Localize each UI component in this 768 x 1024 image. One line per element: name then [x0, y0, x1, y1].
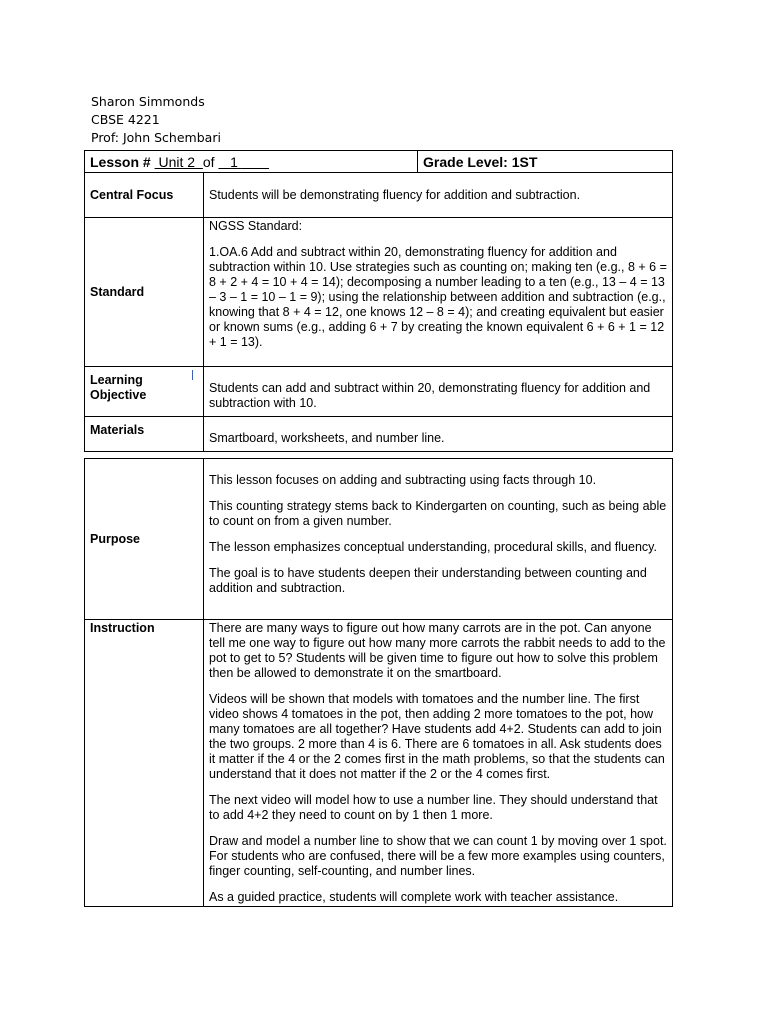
lesson-count-field [218, 154, 241, 170]
standard-heading: NGSS Standard: [209, 219, 303, 233]
document-header [91, 93, 221, 147]
lesson-plan-table-1 [84, 150, 673, 452]
lesson-header-row [85, 151, 673, 173]
lesson-plan-table-2 [84, 458, 673, 907]
purpose-paragraph: The goal is to have students deepen their understanding between counting and addition and subtraction. [209, 566, 647, 595]
instruction-paragraph: As a guided practice, students will complete work with teacher assistance. [209, 890, 619, 904]
standard-text: 1.OA.6 Add and subtract within 20, demonstrating fluency for addition and subtraction within 10. Use strategies such as counting on; making ten (e.g., 8 + 6 = 8 + 2 + 4 = 10 + 4 = 14); decomposing a number leading to a ten (e.g., 13 – 4 = 13 – 3 – 1 = 10 – 1 = 9); using the relationship between addition and subtraction (e.g., knowing that 8 + 4 = 12, one knows 12 – 8 = 4); and creating equivalent but easier or known sums (e.g., adding 6 + 7 by creating the known equivalent 6 + 6 + 1 = 12 + 1 = 13). [209, 245, 667, 349]
purpose-paragraph: The lesson emphasizes conceptual understanding, procedural skills, and fluency. [209, 540, 657, 554]
central-focus-row [85, 173, 673, 218]
grade-level-cell: Grade Level: 1ST [418, 151, 673, 173]
instruction-paragraph: Videos will be shown that models with tomatoes and the number line. The first video shows 4 tomatoes in the pot, then adding 2 more tomatoes to the pot, how many tomatoes are all together? Have students add 4+2. Students can add to join the two groups. 2 more than 4 is 6. There are 6 tomatoes in all. Ask students does it matter if the 4 or the 2 comes first in the math problems, so that the students can understand that it does not matter if the 2 or the 4 comes first. [209, 692, 665, 781]
instruction-row [85, 620, 673, 907]
learning-objective-label: Learning Objective [85, 367, 204, 417]
purpose-cell [204, 459, 673, 620]
instruction-paragraph: Draw and model a number line to show that we can count 1 by moving over 1 spot. For students who are confused, there will be a few more examples using counters, finger counting, self-counting, and number lines. [209, 834, 667, 878]
instruction-cell [204, 620, 673, 907]
central-focus-label: Central Focus [85, 173, 204, 218]
instruction-paragraph: There are many ways to figure out how many carrots are in the pot. Can anyone tell me one way to figure out how many more carrots the rabbit needs to add to the pot to get to 5? Students will be given time to figure out how to solve this problem then be allowed to demonstrate it on the smartboard. [209, 621, 666, 680]
materials-text: Smartboard, worksheets, and number line. [204, 417, 673, 452]
standard-label: Standard [85, 218, 204, 367]
course-code: CBSE 4221 [91, 112, 160, 127]
purpose-paragraph: This counting strategy stems back to Kindergarten on counting, such as being able to count on from a given number. [209, 499, 667, 528]
standard-row [85, 218, 673, 367]
purpose-row [85, 459, 673, 620]
lesson-count-value: 1 [230, 153, 238, 170]
instruction-paragraph: The next video will model how to use a number line. They should understand that to add 4+2 they need to count on by 1 then 1 more. [209, 793, 658, 822]
purpose-label: Purpose [85, 459, 204, 620]
blank-underline [242, 154, 269, 170]
materials-label: Materials [85, 417, 204, 452]
professor-name: Prof: John Schembari [91, 130, 221, 145]
lesson-label: Lesson # [90, 153, 151, 170]
central-focus-text: Students will be demonstrating fluency for addition and subtraction. [204, 173, 673, 218]
purpose-paragraph: This lesson focuses on adding and subtracting using facts through 10. [209, 473, 597, 487]
materials-row [85, 417, 673, 452]
text-cursor [192, 370, 193, 380]
standard-cell [204, 218, 673, 367]
unit-field [155, 154, 203, 170]
of-label: of [202, 153, 215, 170]
author-name: Sharon Simmonds [91, 94, 205, 109]
instruction-label: Instruction [85, 620, 204, 907]
learning-objective-text: Students can add and subtract within 20, demonstrating fluency for addition and subtraction with 10. [204, 367, 673, 417]
lesson-number-cell [85, 151, 418, 173]
learning-objective-row [85, 367, 673, 417]
unit-value: Unit 2 [158, 153, 196, 170]
